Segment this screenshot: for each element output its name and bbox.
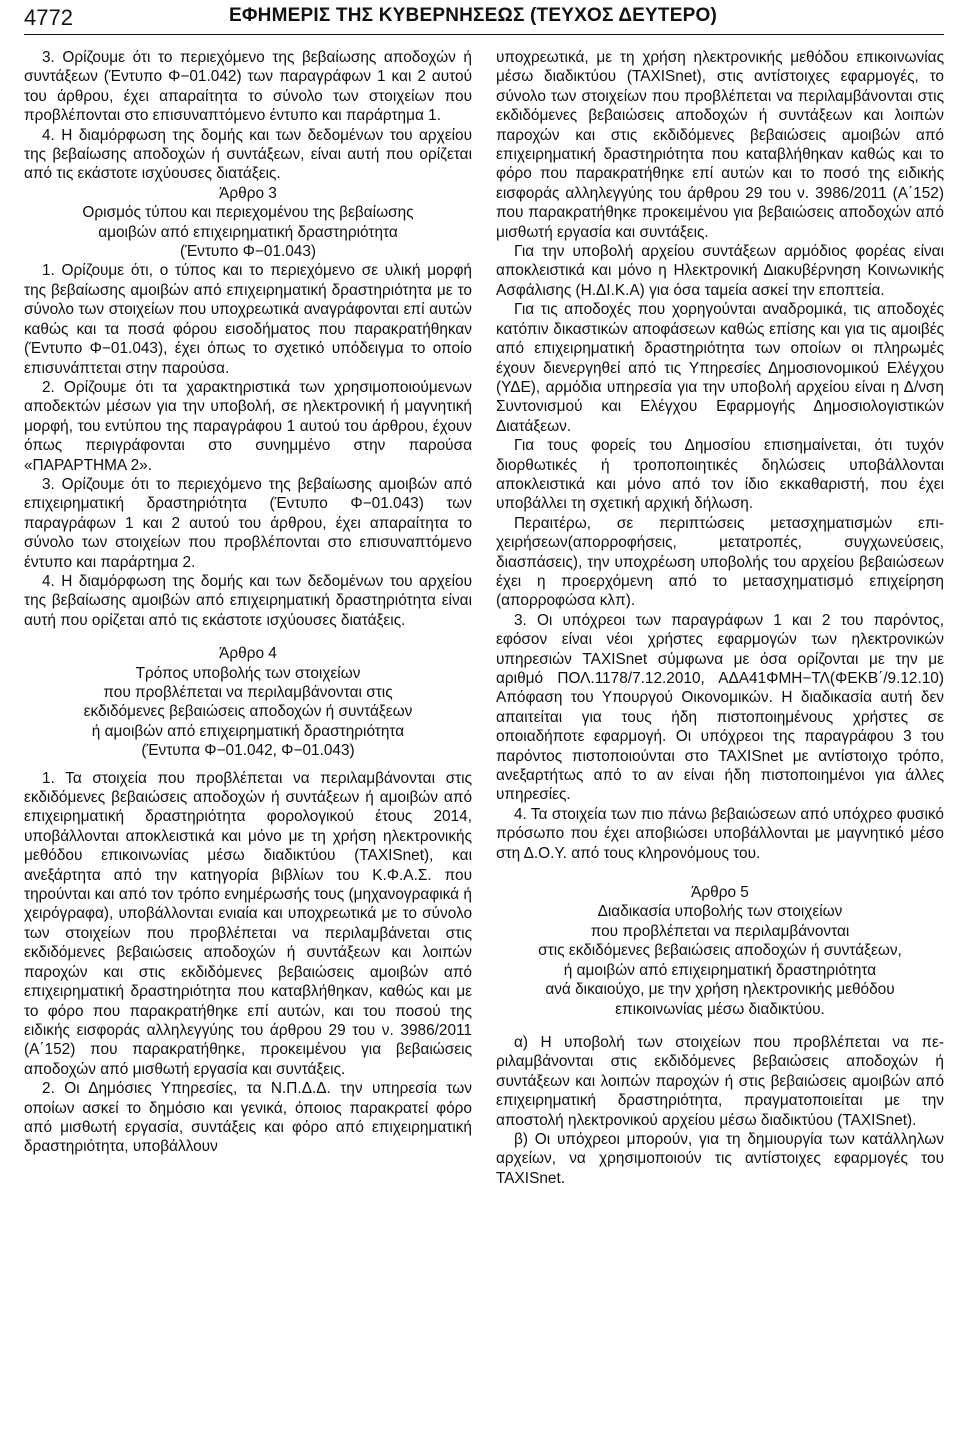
article-number: Άρθρο 4 xyxy=(219,645,277,663)
paragraph: 2. Οι Δημόσιες Υπηρεσίες, τα Ν.Π.Δ.Δ. την υπηρεσία των οποίων ασκεί το δημόσιο και γενικά, όποιος παρακρατεί φόρο από μισθωτή εργασία, συντάξεις και φόρο από επιχειρηματική δραστηριότητα, υποβάλλουν xyxy=(24,1080,472,1156)
paragraph: 3. Ορίζουμε ότι το περιεχόμενο της βεβαίωσης αποδοχών ή συντάξεων (Έντυπο Φ−01.042) των παραγράφων 1 και 2 αυτού του άρθρου, έχει απαραίτητα το σύνολο των στοιχείων που προβλέπονται στο επισυναπτόμενο έντυπο και παράρτημα 1. xyxy=(24,49,472,125)
article-number: Άρθρο 5 xyxy=(691,884,749,902)
paragraph: α) Η υποβολή των στοιχείων που προβλέπεται να περιλαμβάνονται στις εκδιδόμενες βεβαιώσεις αποδοχών ή συντάξεων και λοιπών παροχών ή στις βεβαιώσεις αμοιβών από επιχειρηματική δραστηριότητα, πραγματοποιείται με την αποστολή ηλεκτρονικού αρχείου μέσω διαδικτύου (TAXISnet). xyxy=(496,1033,944,1129)
paragraph: Περαιτέρω, σε περιπτώσεις μετασχηματισμών επιχειρήσεων(απορροφήσεις, μετατροπές, συγχωνεύσεις, διασπάσεις), την υποχρέωση υποβολής του αρχείου βεβαιώσεων έχει η προερχόμενη από το μετασχηματισμό επιχείρηση (απορροφώσα κλπ). xyxy=(496,514,944,610)
article-title-line: αμοιβών από επιχειρηματική δραστηριότητα xyxy=(98,223,398,241)
article-title-line: εκδιδόμενες βεβαιώσεις αποδοχών ή συντάξεων xyxy=(83,703,413,721)
article-title-line: που προβλέπεται να περιλαμβάνονται στις xyxy=(103,684,393,701)
paragraph: 4. Η διαμόρφωση της δομής και των δεδομένων του αρχείου της βεβαίωσης αμοιβών από επιχειρηματική δραστηριότητα είναι αυτή που ορίζεται από τις εκάστοτε ισχύουσες διατάξεις. xyxy=(24,572,472,629)
gazette-title: ΕΦΗΜΕΡΙΣ ΤΗΣ ΚΥΒΕΡΝΗΣΕΩΣ (ΤΕΥΧΟΣ ΔΕΥΤΕΡΟ) xyxy=(229,5,717,26)
page-number: 4772 xyxy=(24,5,73,30)
paragraph: υποχρεωτικά, με τη χρήση ηλεκτρονικής μεθόδου επικοινωνίας μέσω διαδικτύου (TAXISnet), στις αντίστοιχες εφαρμογές, το σύνολο των στοιχείων που προβλέπεται να περιλαμβάνονται στις εκδιδόμενες βεβαιώσεις αποδοχών ή συντάξεων και λοιπών παροχών και στις εκδιδόμενες βεβαιώσεις αμοιβών από επιχειρηματική δραστηριότητα που καταβλήθηκαν καθώς και το φόρο που παρακρατήθηκε επί αυτών και το ποσό της ειδικής εισφοράς αλληλεγγύης του άρθρου 29 του ν. 3986/2011 (Α΄152) που παρακρατήθηκε προκειμένου για βεβαιώσεις αποδοχών από μισθωτή εργασία και συντάξεις. xyxy=(496,49,944,241)
paragraph: 2. Ορίζουμε ότι τα χαρακτηριστικά των χρησιμοποιούμενων αποδεκτών μέσων για την υποβολή, σε ηλεκτρονική ή μαγνητική μορφή, του εντύπου της παραγράφου 1 αυτού του άρθρου, έχουν όπως περιγράφονται στο συνημμένο στην παρούσα «ΠΑΡΑΡΤΗΜΑ 2». xyxy=(24,378,472,474)
article-title-line: Τρόπος υποβολής των στοιχείων xyxy=(135,664,361,682)
article-title-line: ανά δικαιούχο, με την χρήση ηλεκτρονικής μεθόδου xyxy=(545,981,895,999)
article-title-line: ή αμοιβών από επιχειρηματική δραστηριότητα xyxy=(91,722,405,740)
article-title-line: στις εκδιδόμενες βεβαιώσεις αποδοχών ή συντάξεων, xyxy=(538,942,902,960)
article-title-line: Διαδικασία υποβολής των στοιχείων xyxy=(597,903,843,921)
paragraph: 3. Οι υπόχρεοι των παραγράφων 1 και 2 του παρόντος, εφόσον είναι νέοι χρήστες εφαρμογών των ηλεκτρονικών υπηρεσιών TAXISnet σύμφωνα με όσα ορίζονται με την με αριθμό ΠΟΛ.1178/7.12.2010, ΑΔΑ41ΦΜΗ−ΤΛ(ΦΕΚΒ΄/9.12.10) Απόφαση του Υπουργού Οικονομικών. Η διαδικασία αυτή δεν απαιτείται για τους ήδη πιστοποιημένους χρήστες σε οποιαδήποτε εφαρμογή. Οι υπόχρεοι της παραγράφου 3 του παρόντος πιστοποιούνται στο TAXISnet με αντίστοιχο τρόπο, ανεξαρτήτως από το αν είναι ήδη πιστοποιημένοι για άλλες υπηρεσίες. xyxy=(496,611,944,804)
article-number: Άρθρο 3 xyxy=(219,184,277,202)
left-column xyxy=(24,40,472,1188)
article-title-line: ή αμοιβών από επιχειρηματική δραστηριότητα xyxy=(563,961,877,979)
article-title-line: (Έντυπο Φ−01.043) xyxy=(179,243,317,261)
article-3-heading xyxy=(24,184,472,262)
article-title-line: που προβλέπεται να περιλαμβάνονται xyxy=(590,922,850,940)
article-4-heading xyxy=(24,644,472,760)
paragraph: 3. Ορίζουμε ότι το περιεχόμενο της βεβαίωσης αμοιβών από επιχειρηματική δραστηριότητα (Έντυπο Φ−01.043) των παραγράφων 1 και 2 αυτού του άρθρου, έχει απαραίτητα το σύνολο των στοιχείων που προβλέπονται στο επισυναπτόμενο έντυπο και παράρτημα 2. xyxy=(24,475,472,571)
paragraph: 1. Ορίζουμε ότι, ο τύπος και το περιεχόμενο σε υλική μορφή της βεβαίωσης αμοιβών από επιχειρηματική δραστηριότητα με το σύνολο των στοιχείων που υποχρεωτικά αναγράφονται επί αυτών καθώς και τα ποσά φόρου εισοδήματος που παρακρατήθηκαν (Έντυπο Φ−01.043), έχει όπως το σχετικό υπόδειγμα το οποίο επισυνάπτεται στην παρούσα. xyxy=(24,262,472,377)
article-title-line: Ορισμός τύπου και περιεχομένου της βεβαίωσης xyxy=(82,204,414,222)
paragraph: 1. Τα στοιχεία που προβλέπεται να περιλαμβάνονται στις εκδιδόμενες βεβαιώσεις αποδοχών ή συντάξεων ή αμοιβών από επιχειρηματική δραστηριότητα φορολογικού έτους 2014, υποβάλλονται αποκλειστικά και μόνο με τη χρήση ηλεκτρονικής μεθόδου επικοινωνίας μέσω διαδικτύου (TAXISnet), και ανεξάρτητα από την κατηγορία βιβλίων του Κ.Φ.Α.Σ. που τηρούνται και από τον τρόπο ενημέρωσής τους (μηχανογραφικά ή χειρόγραφα), υποβάλλονται ενιαία και υποχρεωτικά με το σύνολο των στοιχείων που προβλέπεται να περιλαμβάνεται στις εκδιδόμενες βεβαιώσεις αποδοχών ή συντάξεων και λοιπών παροχών και στις εκδιδόμενες βεβαιώσεις αμοιβών από επιχειρηματική δραστηριότητα που καταβλήθηκαν, καθώς και με το φόρο που παρακρατήθηκε επί αυτών, και του ποσού της ειδικής εισφοράς αλληλεγγύης του άρθρου 29 του ν. 3986/2011 (Α΄152) που παρακρατήθηκε, προκειμένου για βεβαιώσεις αποδοχών από μισθωτή εργασία και συντάξεις. xyxy=(24,769,472,1078)
paragraph: Για τους φορείς του Δημοσίου επισημαίνεται, ότι τυχόν διορθωτικές ή τροποποιητικές δηλώσεις υποβάλλονται αποκλειστικά και μόνο από τον ίδιο εκκαθαριστή, που έχει υποβάλλει τη σχετική αρχική δήλωση. xyxy=(496,437,944,513)
paragraph: Για την υποβολή αρχείου συντάξεων αρμόδιος φορέας είναι αποκλειστικά και μόνο η Ηλεκτρονική Διακυβέρνηση Κοινωνικής Ασφάλισης (Η.ΔΙ.Κ.Α) για όσα ταμεία ασκεί την εποπτεία. xyxy=(496,243,944,299)
paragraph: Για τις αποδοχές που χορηγούνται αναδρομικά, τις αποδοχές κατόπιν δικαστικών αποφάσεων καθώς επίσης και για τις αμοιβές από επιχειρηματική δραστηριότητα των οποίων οι πληρωμές έχουν διενεργηθεί από τις Υπηρεσίες Δημοσιονομικού Ελέγχου (ΥΔΕ), αρμόδια υπηρεσία για την υποβολή αρχείου είναι η Δ/νση Συντονισμού και Ελέγχου Εφαρμογής Δημοσιολογιστικών Διατάξεων. xyxy=(496,301,944,435)
paragraph: β) Οι υπόχρεοι μπορούν, για τη δημιουργία των κατάλληλων αρχείων, να χρησιμοποιούν τις αντίστοιχες εφαρμογές του TAXISnet. xyxy=(496,1130,944,1187)
article-5-heading xyxy=(496,883,944,1019)
article-title-line: επικοινωνίας μέσω διαδικτύου. xyxy=(615,1000,825,1018)
header-rule xyxy=(24,34,944,35)
right-column xyxy=(496,40,944,1188)
paragraph: 4. Τα στοιχεία των πιο πάνω βεβαιώσεων από υπόχρεο φυσικό πρόσωπο που έχει αποβιώσει υποβάλλονται με μαγνητικό μέσο στη Δ.Ο.Υ. από τους κληρονόμους του. xyxy=(496,805,944,862)
text-columns xyxy=(24,40,944,1188)
page-header xyxy=(24,0,944,40)
paragraph: 4. Η διαμόρφωση της δομής και των δεδομένων του αρχείου της βεβαίωσης αποδοχών ή συντάξεων, είναι αυτή που ορίζεται από τις εκάστοτε ισχύουσες διατάξεις. xyxy=(24,126,472,183)
article-title-line: (Έντυπα Φ−01.042, Φ−01.043) xyxy=(141,742,355,760)
